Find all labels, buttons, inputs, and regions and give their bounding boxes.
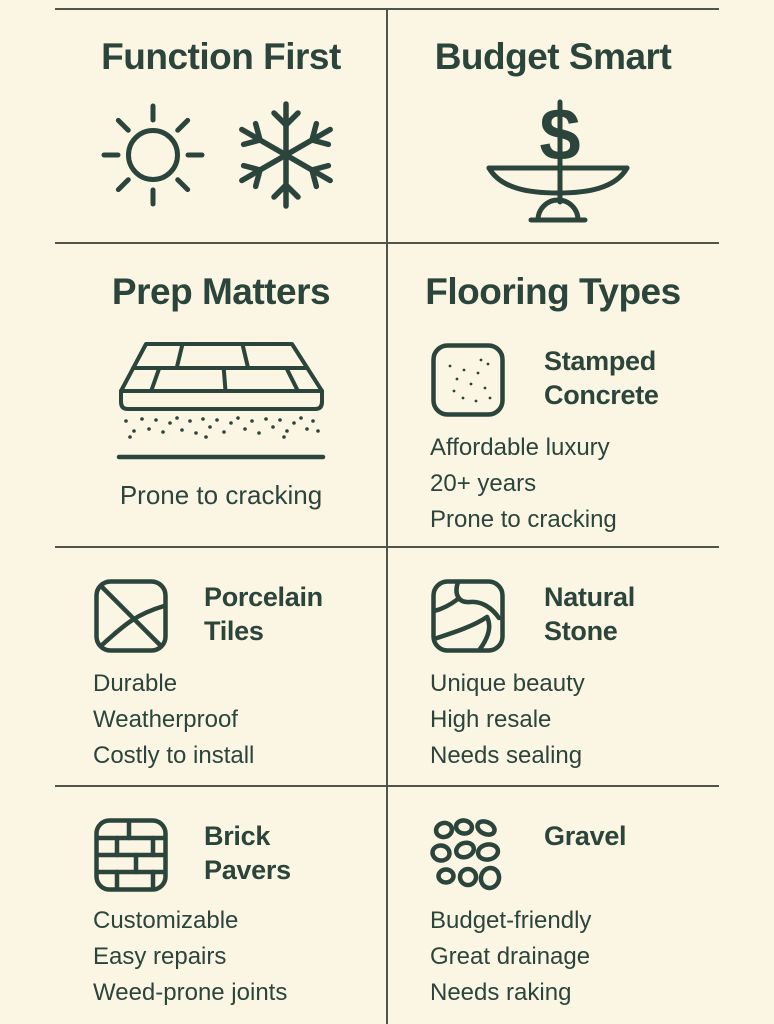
dollar-sign: $ — [539, 93, 581, 176]
gravel-pebbles-icon — [430, 817, 506, 893]
stamped-concrete-icon — [430, 342, 506, 418]
feature-item: Unique beauty — [430, 670, 585, 697]
gravel-base-dots — [124, 416, 320, 439]
feature-item: Costly to install — [93, 742, 255, 769]
feature-item: High resale — [430, 706, 552, 733]
feature-item: 20+ years — [430, 470, 537, 497]
prep-caption: Prone to cracking — [119, 480, 323, 510]
feature-list — [93, 903, 387, 1011]
section-brick-pavers — [55, 786, 387, 1024]
brick-pavers-icon — [93, 817, 169, 893]
section-title: Function First — [101, 36, 341, 77]
feature-item: Weatherproof — [93, 706, 238, 733]
snowflake-icon — [230, 99, 342, 211]
feature-item: Needs sealing — [430, 742, 583, 769]
section-budget-smart — [387, 8, 719, 243]
feature-item: Easy repairs — [93, 943, 227, 970]
feature-item: Budget-friendly — [430, 907, 592, 934]
sun-icon — [100, 102, 206, 208]
feature-item: Prone to cracking — [430, 506, 617, 533]
feature-item: Needs raking — [430, 979, 572, 1006]
section-title: Budget Smart — [434, 36, 672, 77]
section-natural-stone — [387, 547, 719, 786]
feature-list — [430, 903, 719, 1011]
natural-stone-icon — [430, 578, 506, 654]
feature-item: Affordable luxury — [430, 434, 610, 461]
porcelain-tiles-icon — [93, 578, 169, 654]
feature-item: Weed-prone joints — [93, 979, 288, 1006]
section-function-first — [55, 8, 387, 243]
section-prep-matters — [55, 243, 387, 547]
feature-list — [93, 666, 387, 774]
type-brick-pavers — [93, 817, 387, 893]
section-title: Prep Matters — [111, 271, 331, 312]
feature-item: Great drainage — [430, 943, 591, 970]
type-stamped-concrete — [430, 342, 719, 418]
type-label: Brick Pavers — [204, 821, 291, 885]
type-label: Porcelain Tiles — [204, 582, 323, 646]
dollar-balance-scale-icon — [485, 90, 635, 225]
feature-list — [430, 430, 719, 538]
type-porcelain-tiles — [93, 578, 387, 654]
feature-item: Customizable — [93, 907, 239, 934]
feature-item: Durable — [93, 670, 178, 697]
climate-icons — [55, 99, 387, 211]
section-flooring-types — [387, 243, 719, 547]
section-gravel — [387, 786, 719, 1024]
section-title: Flooring Types — [425, 271, 681, 312]
type-label: Gravel — [544, 821, 627, 851]
section-porcelain-tiles — [55, 547, 387, 786]
type-label: Stamped Concrete — [544, 346, 659, 410]
type-natural-stone — [430, 578, 719, 654]
feature-list — [430, 666, 719, 774]
type-gravel — [430, 817, 719, 893]
type-label: Natural Stone — [544, 582, 635, 646]
tile-slab-on-gravel-base-icon — [116, 341, 326, 463]
